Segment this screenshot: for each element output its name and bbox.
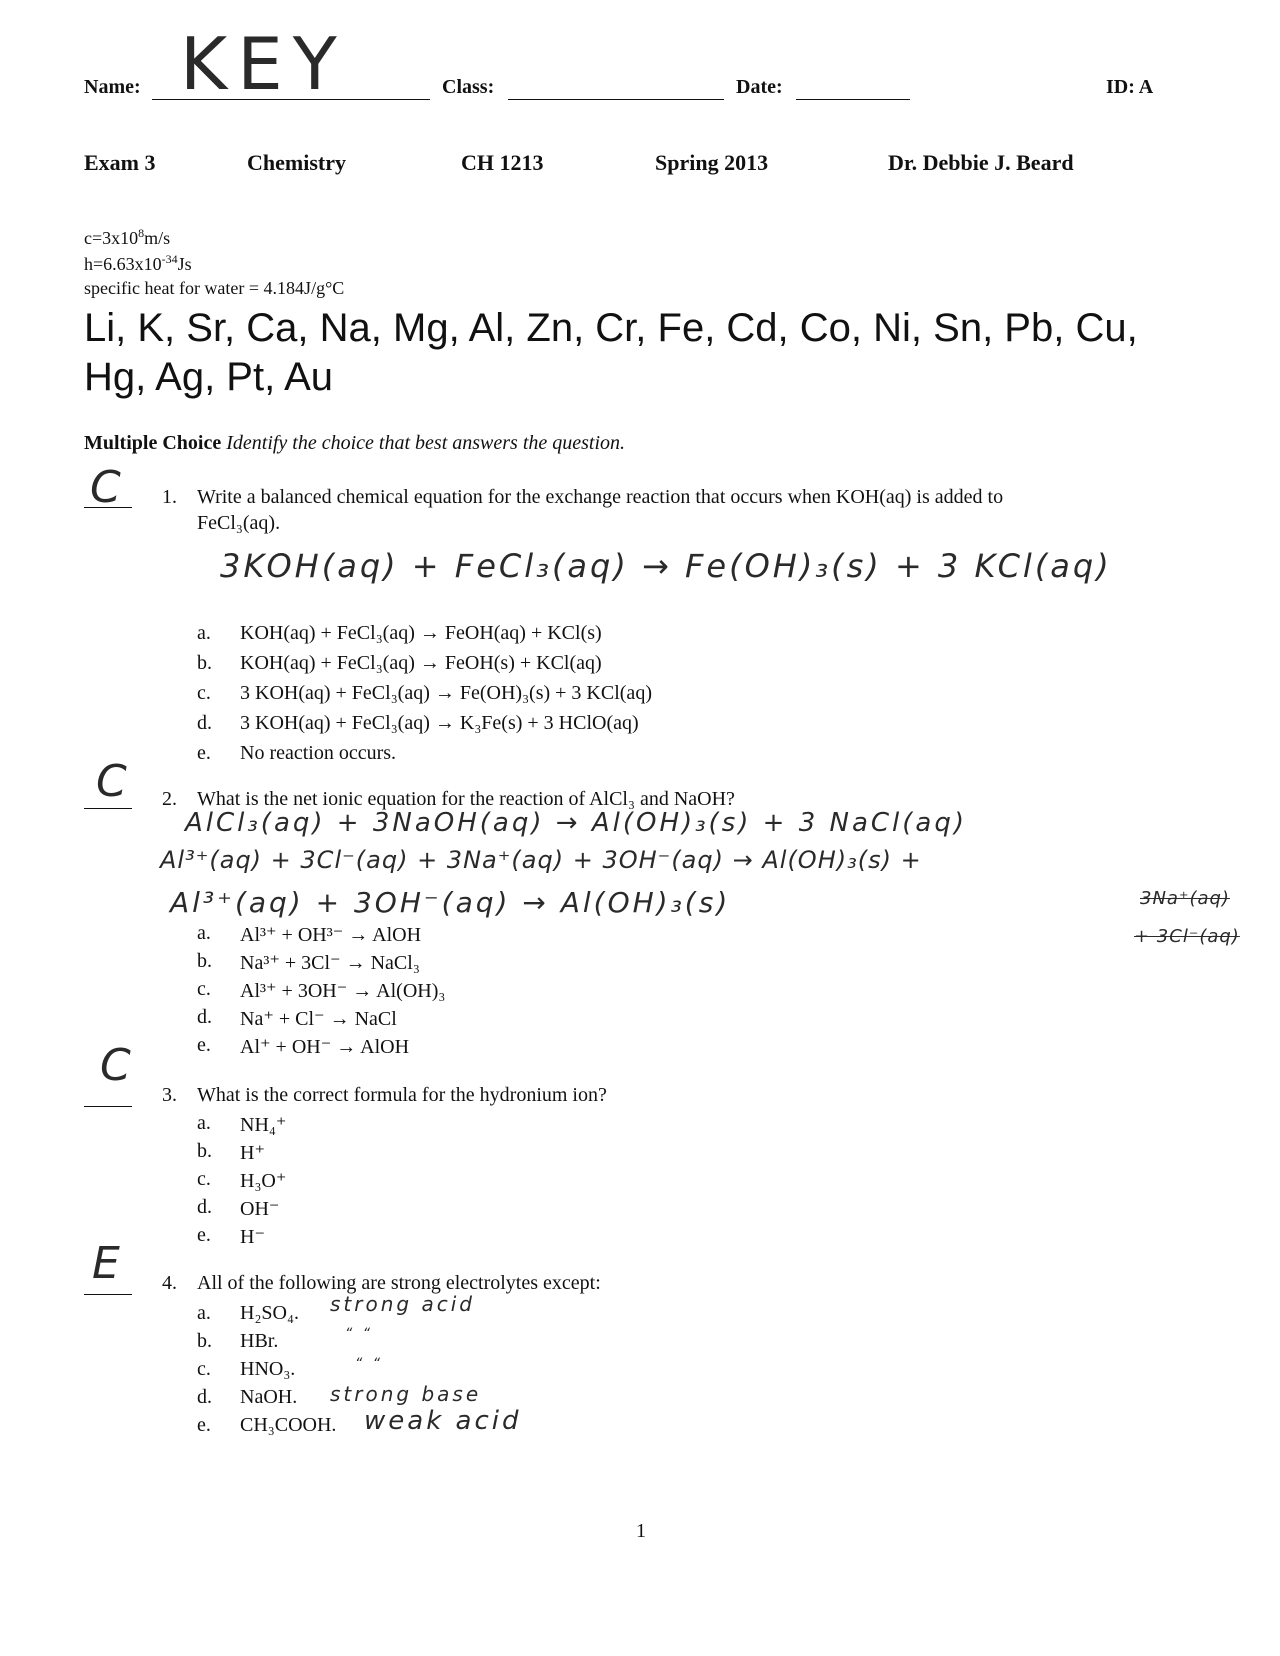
q2-option-b-letter: b. [197,950,212,972]
name-label: Name: [84,76,141,98]
q2-option-d-letter: d. [197,1006,212,1028]
q4-text-line-1: All of the following are strong electrolytes except: [197,1272,601,1294]
q2-answer-line[interactable] [84,808,132,809]
q3-option-a-letter: a. [197,1112,211,1134]
constant-specific-heat: specific heat for water = 4.184J/g°C [84,278,345,298]
q4-note-d: strong base [330,1382,482,1406]
q3-text-line-1: What is the correct formula for the hydronium ion? [197,1084,607,1106]
q4-option-c-letter: c. [197,1358,211,1380]
q4-note-b: “ “ [345,1326,373,1342]
q1-answer-line[interactable] [84,507,132,508]
term: Spring 2013 [655,150,769,175]
q2-option-a[interactable]: Al³⁺ + OH³⁻ → AlOH [240,924,422,946]
q3-number: 3. [162,1084,177,1106]
q4-note-e: weak acid [364,1406,522,1436]
date-label: Date: [736,76,783,98]
q3-option-c-letter: c. [197,1168,211,1190]
q4-number: 4. [162,1272,177,1294]
course-code: CH 1213 [461,150,544,175]
q2-work-ionic: Al³⁺(aq) + 3Cl⁻(aq) + 3Na⁺(aq) + 3OH⁻(aq) → Al(OH)₃(s) + [160,846,922,874]
q2-option-c[interactable]: Al³⁺ + 3OH⁻ → Al(OH)₃ [240,980,446,1002]
activity-series-line-2: Hg, Ag, Pt, Au [84,355,334,399]
name-value: KEY [180,22,347,106]
q4-note-a: strong acid [330,1292,475,1316]
q4-option-a-letter: a. [197,1302,211,1324]
q1-option-a-letter: a. [197,622,211,644]
q1-option-e-letter: e. [197,742,211,764]
q4-option-d-letter: d. [197,1386,212,1408]
q1-option-c-letter: c. [197,682,211,704]
q3-option-d-letter: d. [197,1196,212,1218]
class-field-line[interactable] [508,99,724,100]
q1-text-line-2: FeCl₃(aq). [197,512,281,534]
q4-option-e[interactable]: CH₃COOH. [240,1414,337,1436]
q2-option-c-letter: c. [197,978,211,1000]
activity-series-line-1: Li, K, Sr, Ca, Na, Mg, Al, Zn, Cr, Fe, Cd, Co, Ni, Sn, Pb, Cu, [84,306,1138,350]
q1-text-line-1: Write a balanced chemical equation for the exchange reaction that occurs when KOH(aq) is added to [197,486,1004,508]
q4-option-d[interactable]: NaOH. [240,1386,298,1408]
q3-option-a[interactable]: NH₄⁺ [240,1114,287,1136]
q4-answer-line[interactable] [84,1294,132,1295]
q2-answer: C [96,756,127,807]
q1-option-b[interactable]: KOH(aq) + FeCl₃(aq) → FeOH(s) + KCl(aq) [240,652,602,674]
q4-option-a[interactable]: H₂SO₄. [240,1302,299,1324]
q2-number: 2. [162,788,177,810]
q1-option-d[interactable]: 3 KOH(aq) + FeCl₃(aq) → K₃Fe(s) + 3 HClO(aq) [240,712,639,734]
q4-option-b-letter: b. [197,1330,212,1352]
q4-option-b[interactable]: HBr. [240,1330,279,1352]
q1-number: 1. [162,486,177,508]
q1-option-c[interactable]: 3 KOH(aq) + FeCl₃(aq) → Fe(OH)₃(s) + 3 KCl(aq) [240,682,652,704]
page-number: 1 [636,1520,646,1542]
constant-c: $c=3x10^8m/s$ [84,226,171,248]
q2-work-spectator-na: 3Na⁺(aq) [1140,888,1230,909]
section-heading: Multiple Choice Identify the choice that best answers the question. [84,432,626,454]
q1-option-a[interactable]: KOH(aq) + FeCl₃(aq) → FeOH(aq) + KCl(s) [240,622,602,644]
q3-option-b[interactable]: H⁺ [240,1142,265,1164]
q1-work: 3KOH(aq) + FeCl₃(aq) → Fe(OH)₃(s) + 3 KCl(aq) [220,547,1112,585]
q3-option-b-letter: b. [197,1140,212,1162]
q2-option-d[interactable]: Na⁺ + Cl⁻ → NaCl [240,1008,397,1030]
subject: Chemistry [247,150,346,175]
q3-option-d[interactable]: OH⁻ [240,1198,280,1220]
q1-option-d-letter: d. [197,712,212,734]
q2-option-b[interactable]: Na³⁺ + 3Cl⁻ → NaCl₃ [240,952,420,974]
q2-option-e[interactable]: Al⁺ + OH⁻ → AlOH [240,1036,410,1058]
id-label: ID: A [1106,76,1154,98]
q3-option-e-letter: e. [197,1224,211,1246]
date-field-line[interactable] [796,99,910,100]
q1-option-e[interactable]: No reaction occurs. [240,742,397,764]
exam-number: Exam 3 [84,150,156,175]
q4-note-c: “ “ [355,1356,383,1372]
q3-option-c[interactable]: H₃O⁺ [240,1170,287,1192]
q4-answer: E [92,1238,120,1289]
class-label: Class: [442,76,495,98]
q2-work-net-ionic: Al³⁺(aq) + 3OH⁻(aq) → Al(OH)₃(s) [170,886,731,919]
q3-answer-line[interactable] [84,1106,132,1107]
q1-answer: C [90,462,121,513]
q3-option-e[interactable]: H⁻ [240,1226,265,1248]
q4-option-c[interactable]: HNO₃. [240,1358,296,1380]
q2-option-a-letter: a. [197,922,211,944]
constant-h: $h=6.63x10^{-34}Js$ [84,252,192,274]
q2-work-molecular: AlCl₃(aq) + 3NaOH(aq) → Al(OH)₃(s) + 3 NaCl(aq) [185,808,967,838]
q2-text-line-1: What is the net ionic equation for the reaction of AlCl₃ and NaOH? [197,788,735,810]
q4-option-e-letter: e. [197,1414,211,1436]
q2-option-e-letter: e. [197,1034,211,1056]
q2-work-spectator-cl: + 3Cl⁻(aq) [1134,926,1240,947]
instructor: Dr. Debbie J. Beard [888,150,1074,175]
q1-option-b-letter: b. [197,652,212,674]
q3-answer: C [100,1040,131,1091]
